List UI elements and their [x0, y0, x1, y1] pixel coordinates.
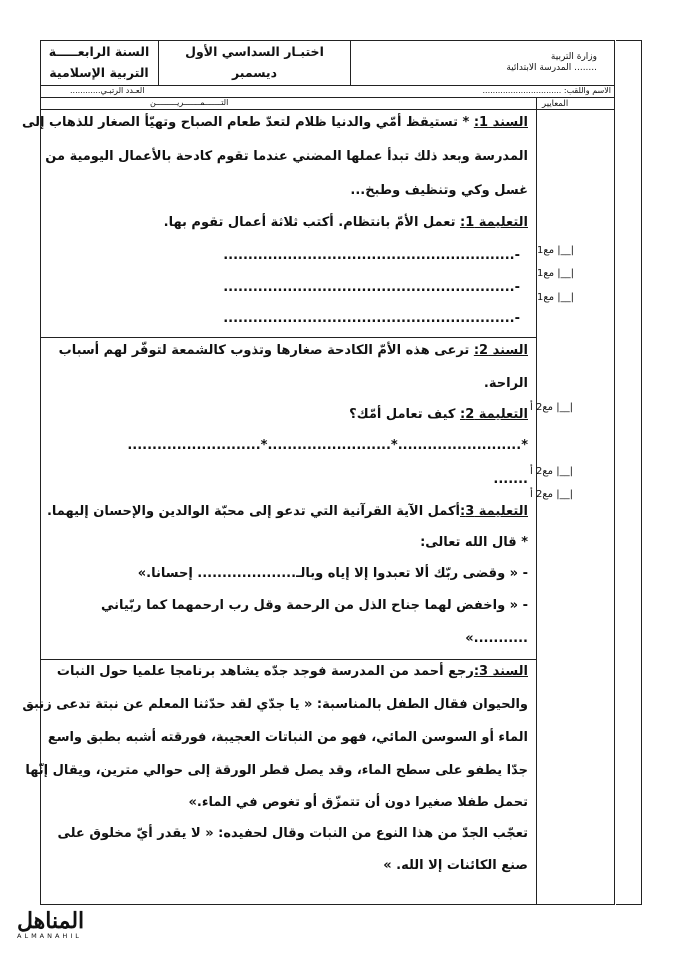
criteria-divider — [536, 98, 537, 905]
ministry-label: وزارة التربية — [550, 52, 597, 62]
grade-label: السنة الرابعـــــة — [48, 44, 150, 59]
section-title-row — [40, 98, 615, 110]
logo-latin: ALMANAHIL — [17, 932, 82, 940]
instruction3-label: التعليمة 3: — [460, 504, 528, 519]
instruction3: التعليمة 3:أكمل الآية القرآنية التي تدعو إلى محبّة الوالدين والإحسان إليهما. — [46, 504, 528, 519]
verse-line3[interactable]: ...........» — [465, 631, 528, 646]
outer-margin-column — [616, 40, 642, 905]
section3-label: السند 3: — [473, 664, 528, 679]
almanahil-logo — [17, 910, 84, 940]
verse-line2: - « واخفض لهما جناح الذل من الرحمة وقل رب ارحمهما كما ربّياني — [100, 598, 528, 613]
section1-line2: المدرسة وبعد ذلك تبدأ عملها المضني عندما تقوم كادحة بالأعمال اليومية من — [45, 149, 528, 164]
instruction2-label: التعليمة 2: — [460, 407, 528, 422]
section3-line5: تحمل طفلا صغيرا دون أن تتمزّق أو تغوص في الماء.» — [188, 795, 528, 810]
logo-arabic: المناهل — [17, 908, 85, 934]
section3-line2: والحيوان فقال الطفل بالمناسبة: « يا جدّي لقد حدّثنا المعلم عن نبتة تدعى زنبق — [22, 697, 528, 712]
school-cell — [350, 40, 615, 86]
exam-title: اختبـار السداسي الأول — [185, 44, 324, 59]
section2-answer-line[interactable]: *.........................*.........................*........................... — [127, 438, 528, 453]
grade-subject-cell — [40, 40, 158, 86]
exercise-title: التـــــــمـــــــريـــــــــن — [150, 98, 229, 107]
criteria-header: المعايير — [542, 99, 569, 109]
exam-header — [40, 40, 615, 86]
verse-intro: * قال الله تعالى: — [420, 535, 528, 550]
answer1-line[interactable]: -........................................................... — [223, 248, 520, 263]
section-separator-2 — [40, 659, 536, 660]
criterion-1b: مع1 |__| — [537, 268, 574, 279]
section3-line4: جدّا يطفو على سطح الماء، وقد يصل قطر الورقة إلى حوالي مترين، ويقال إنّها — [25, 763, 528, 778]
student-info-row — [40, 86, 615, 98]
section3-line6: تعجّب الجدّ من هذا النوع من النبات وقال لحفيده: « لا يقدر أيّ مخلوق على — [57, 826, 528, 841]
criterion-2b: مع2 أ |__| — [530, 466, 573, 477]
section2-label: السند 2: — [473, 343, 528, 358]
school-label: المدرسة الابتدائية ........ — [506, 63, 597, 73]
section-separator-1 — [40, 337, 536, 338]
criterion-1a: مع1 |__| — [537, 245, 574, 256]
section2-line2: الراحة. — [483, 376, 528, 391]
section2-answer-line2[interactable]: ....... — [493, 472, 528, 487]
answer2-line[interactable]: -........................................................... — [223, 280, 520, 295]
instruction1-label: التعليمة 1: — [460, 215, 528, 230]
section1-label: السند 1: — [473, 115, 528, 130]
name-field: الاسم واللقب: ............................... — [482, 86, 611, 95]
criterion-2c: مع2 أ |__| — [530, 489, 573, 500]
criterion-2a: مع2 أ |__| — [530, 402, 573, 413]
criterion-1c: مع1 |__| — [537, 292, 574, 303]
verse-line1[interactable]: - « وقضى ربّك ألا تعبدوا إلا إياه وبالـ.................... إحسانا.» — [137, 566, 528, 581]
instruction1: التعليمة 1: تعمل الأمّ بانتظام. أكتب ثلاثة أعمال تقوم بها. — [163, 215, 528, 230]
section1-line1: السند 1: * تستيقظ أمّي والدنيا ظلام لتعدّ طعام الصباح وتهيّأ الصغار للذهاب إلى — [21, 115, 528, 130]
section3-line1: السند 3:رجع أحمد من المدرسة فوجد جدّه يشاهد برنامجا علميا حول النبات — [56, 664, 528, 679]
section3-line7: صنع الكائنات إلا الله. » — [383, 858, 528, 873]
exam-title-cell — [158, 40, 350, 86]
section1-line3: غسل وكي وتنظيف وطبخ... — [350, 183, 528, 198]
answer3-line[interactable]: -........................................................... — [223, 311, 520, 326]
section3-line3: الماء أو السوسن المائي، فهو من النباتات العجيبة، فورقته أشبه بطبق واسع — [47, 730, 528, 745]
number-field: العـدد الرتبـي............ — [70, 86, 145, 95]
section2-line1: السند 2: ترعى هذه الأمّ الكادحة صغارها وتذوب كالشمعة لتوفّر لهم أسباب — [58, 343, 528, 358]
exam-month: ديسمبر — [231, 65, 278, 80]
instruction2: التعليمة 2: كيف تعامل أمّك؟ — [349, 407, 528, 422]
subject-label: التربية الإسلامية — [49, 65, 149, 80]
